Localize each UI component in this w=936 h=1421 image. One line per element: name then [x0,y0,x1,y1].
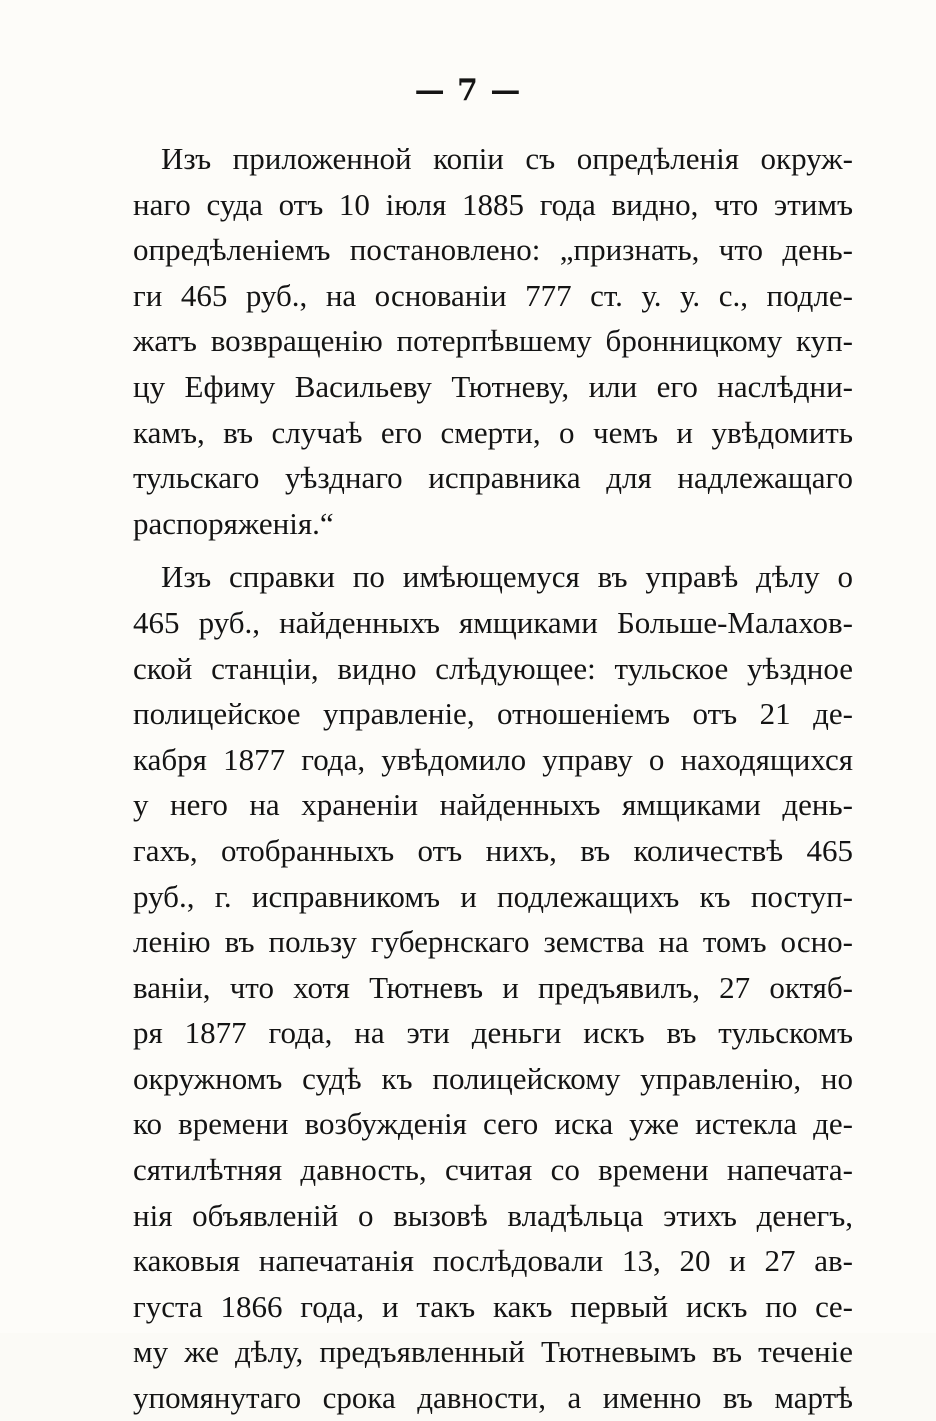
text-line: ко времени возбужденія сего иска уже истекла де- [133,1106,853,1142]
text-line: нія объявленій о вызовѣ владѣльца этихъ денегъ, [133,1197,853,1233]
text-line: упомянутаго срока давности, а именно въ мартѣ [133,1380,853,1416]
text-line: опредѣленіемъ постановлено: „признать, что день- [133,232,853,268]
text-line: сятилѣтняя давность, считая со времени напечата- [133,1152,853,1188]
text-line: у него на храненіи найденныхъ ямщиками день- [133,787,853,823]
text-line: кабря 1877 года, увѣдомило управу о находящихся [133,741,853,777]
text-line: ской станціи, видно слѣдующее: тульское уѣздное [133,650,853,686]
text-line: распоряженія.“ [133,505,334,541]
text-line: му же дѣлу, предъявленный Тютневымъ въ теченіе [133,1334,853,1370]
paragraph-2 [133,554,853,1420]
paragraph-1 [133,136,853,546]
text-line: 465 руб., найденныхъ ямщиками Больше-Малахов- [133,604,853,640]
text-line: наго суда отъ 10 іюля 1885 года видно, что этимъ [133,186,853,222]
text-line: Изъ справки по имѣющемуся въ управѣ дѣлу о [161,559,853,595]
text-line: камъ, въ случаѣ его смерти, о чемъ и увѣдомить [133,414,853,450]
text-line: цу Ефиму Васильеву Тютневу, или его наслѣдни- [133,368,853,404]
text-line: окружномъ судѣ къ полицейскому управленію, но [133,1060,853,1096]
text-line: ря 1877 года, на эти деньги искъ въ тульскомъ [133,1015,853,1051]
text-line: Изъ приложенной копіи съ опредѣленія окруж- [161,141,853,176]
text-line: каковыя напечатанія послѣдовали 13, 20 и 27 ав- [133,1243,853,1279]
text-line: руб., г. исправникомъ и подлежащихъ къ поступ- [133,878,853,914]
text-line: тульскаго уѣзднаго исправника для надлежащаго [133,460,853,496]
page-number: — 7 — [414,73,522,108]
body-text [133,136,853,1421]
text-line: жатъ возвращенію потерпѣвшему бронницкому куп- [133,323,853,359]
text-line: густа 1866 года, и такъ какъ первый искъ по сe- [133,1288,853,1324]
text-line: ги 465 руб., на основаніи 777 ст. у. у. с., подле- [133,277,853,313]
text-line: полицейское управленіе, отношеніемъ отъ 21 де- [133,696,853,732]
text-line: ленію въ пользу губернскаго земства на томъ осно- [133,924,853,960]
text-line: гахъ, отобранныхъ отъ нихъ, въ количествѣ 465 [133,832,853,868]
paragraph-gap [133,546,853,554]
text-line: ваніи, что хотя Тютневъ и предъявилъ, 27 октяб- [133,969,853,1005]
